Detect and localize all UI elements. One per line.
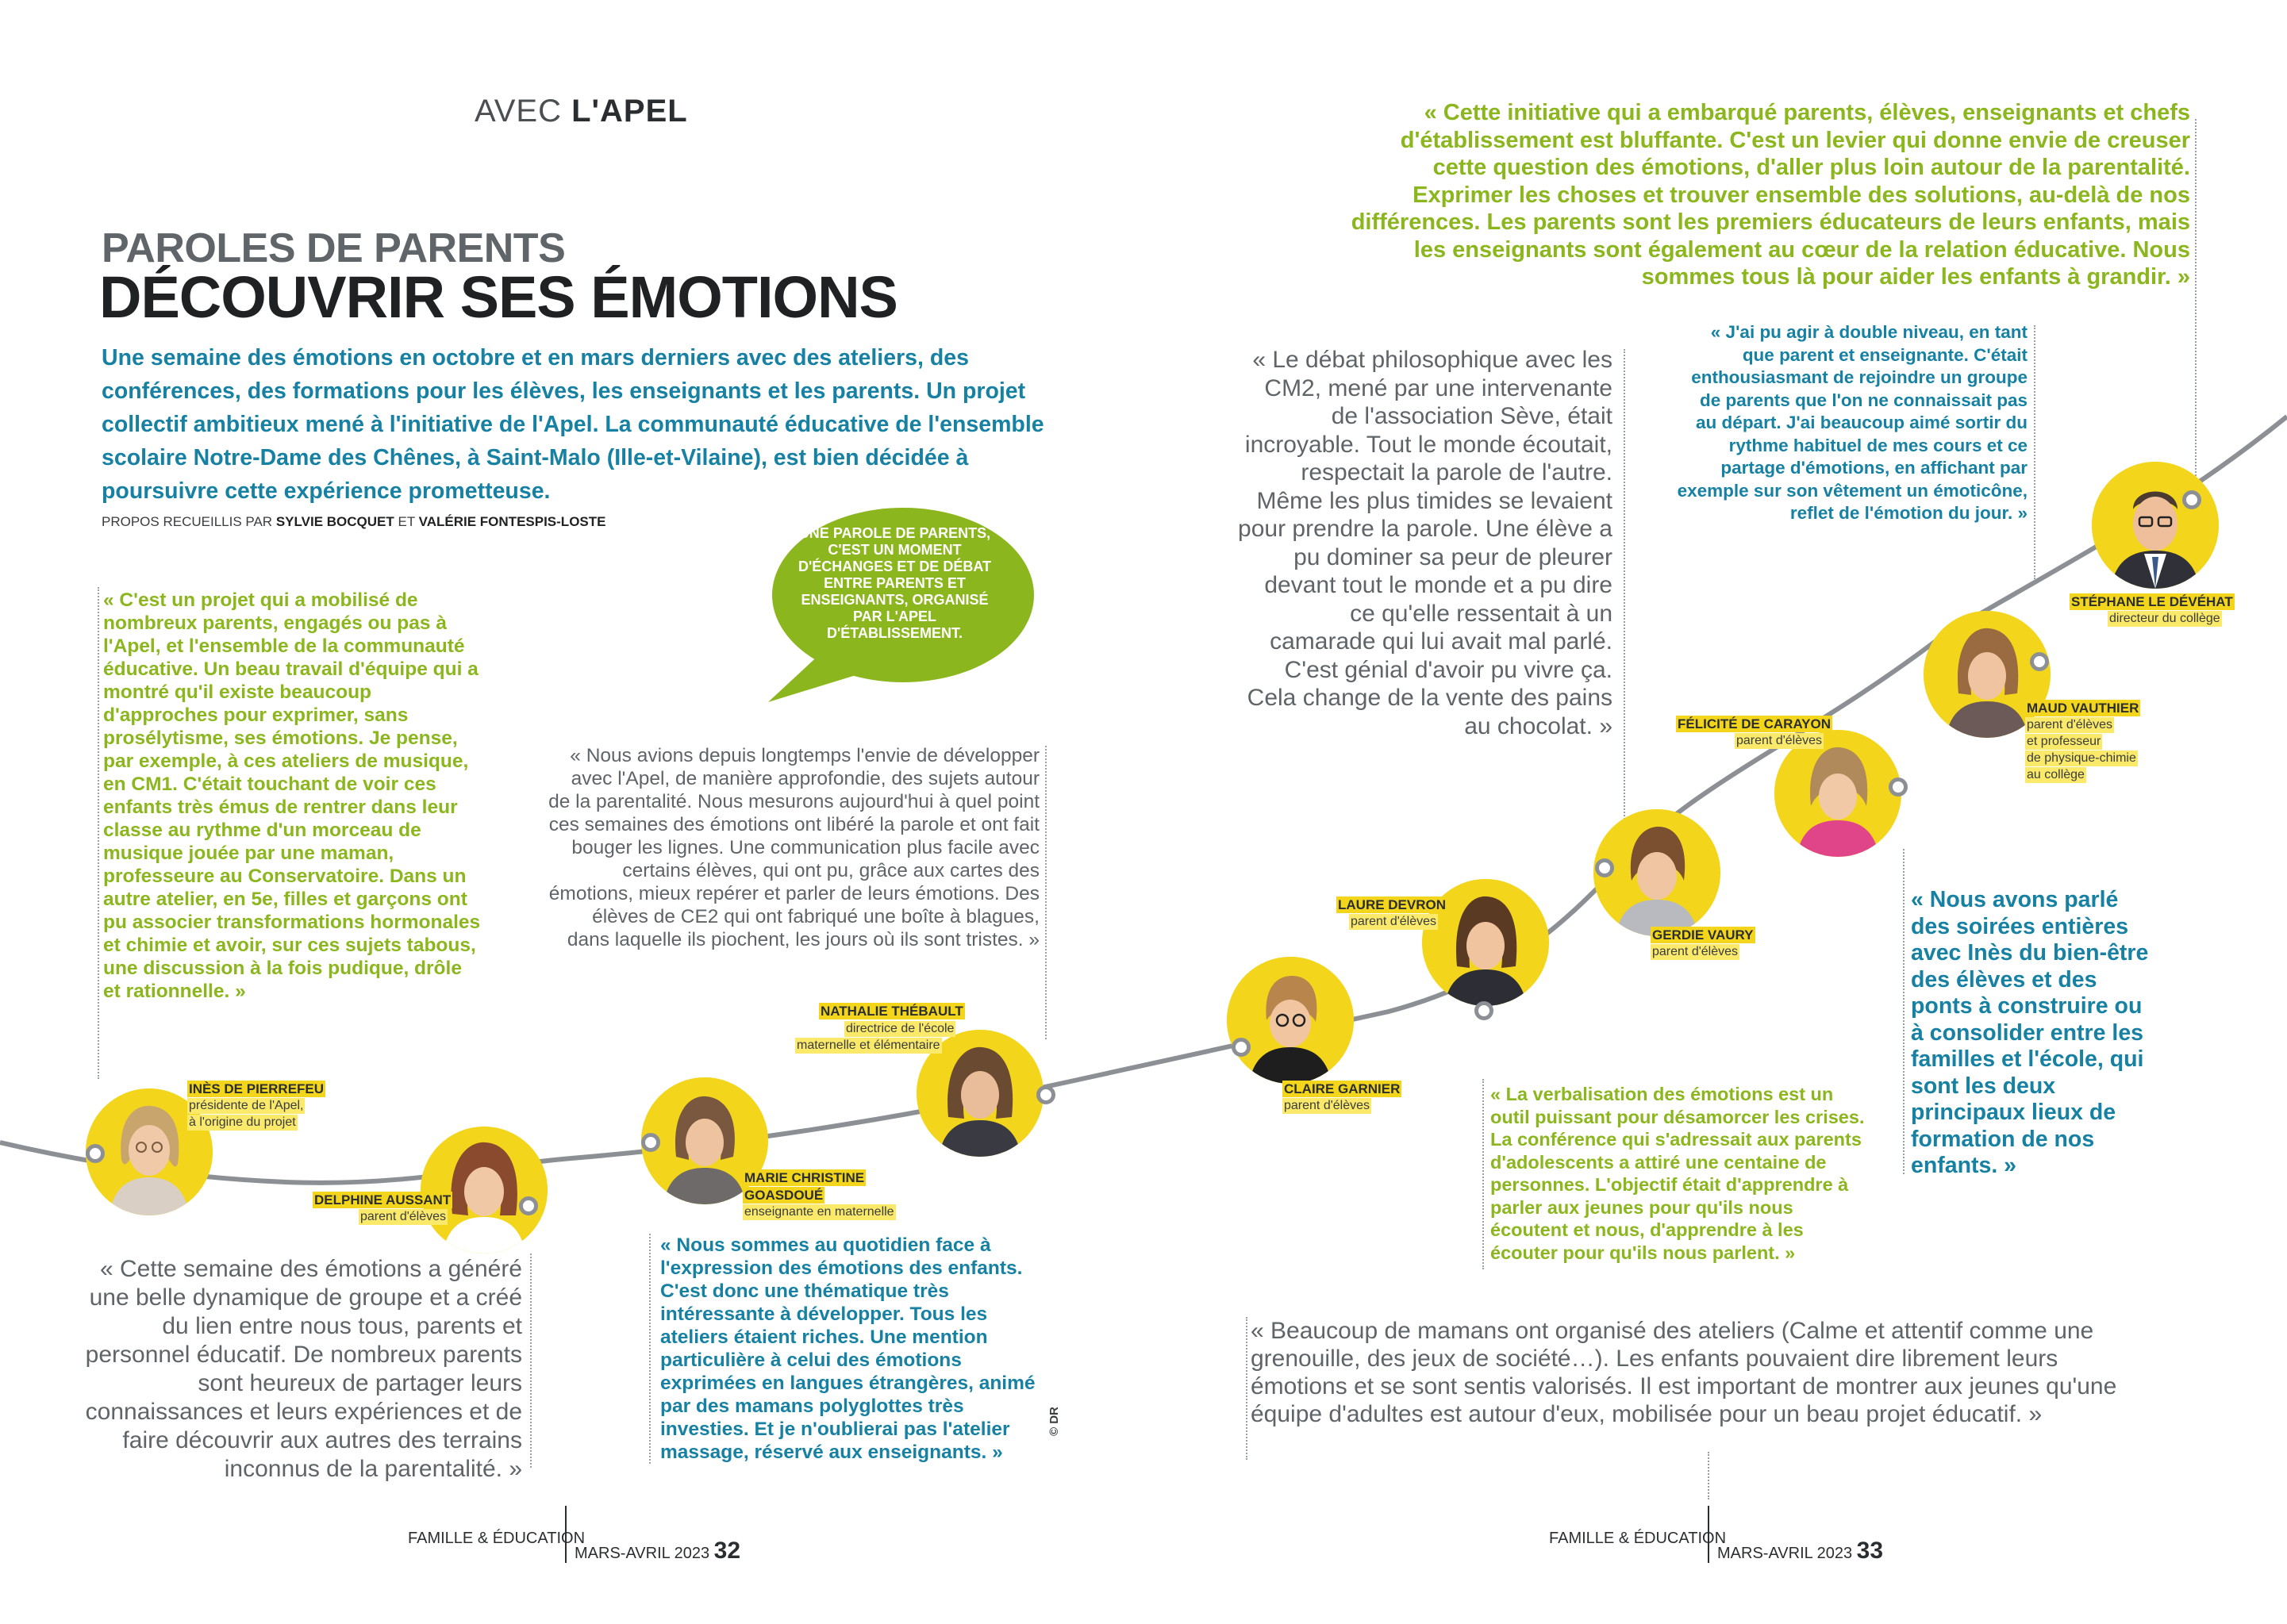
quote-delphine: « Cette semaine des émotions a généré une belle dynamique de groupe et a créé du lien entre nous tous, parents et personnel éducatif. De nombreux parents sont heureux de partager leurs connaissances et leurs expériences et de faire découvrir aux autres des terrains inconnus de la parentalité. » <box>85 1256 522 1482</box>
portrait-stephane <box>2092 462 2219 589</box>
lead-paragraph: Une semaine des émotions en octobre et en mars derniers avec des ateliers, des conférences, des formations pour les élèves, les enseignants et les parents. Un projet collectif ambitieux mené à l'initiative de l'Apel. La communauté éducative de l'ensemble scolaire Notre-Dame des Chênes, à Saint-Malo (Ille-et-Vilaine), est bien décidée à poursuivre cette expérience prometteuse. <box>102 345 1044 504</box>
name-gerdie: GERDIE VAURY <box>1652 927 1754 943</box>
quote-divider <box>2034 325 2035 579</box>
section-label: AVEC L'APEL <box>475 94 688 129</box>
role-maud: au collège <box>2027 768 2085 781</box>
name-marie: MARIE CHRISTINE <box>744 1170 865 1185</box>
bubble-text: UNE PAROLE DE PARENTS, C'EST UN MOMENT D'ÉCHANGES ET DE DÉBAT ENTRE PARENTS ET ENSEIGNANTS, ORGANISÉ PAR L'APEL D'ÉTABLISSEMENT. <box>798 525 991 641</box>
page-number: 33 <box>1856 1538 1884 1564</box>
byline: PROPOS RECUEILLIS PAR SYLVIE BOCQUET ET VALÉRIE FONTESPIS-LOSTE <box>102 514 606 529</box>
timeline-dot <box>86 1144 105 1163</box>
timeline-dot <box>2182 490 2201 509</box>
quote-divider <box>1045 746 1047 1039</box>
quote-divider <box>1903 849 1905 1174</box>
page-number: 32 <box>713 1538 741 1564</box>
timeline-dot <box>1595 858 1614 877</box>
quote-claire: « Beaucoup de mamans ont organisé des ateliers (Calme et attentif comme une grenouille, des jeux de société…). Les enfants pouvaient dire librement leurs émotions et se sont sentis valorisés. Il est important de montrer aux jeunes qu'une équipe d'adultes est autour d'eux, mobilisée pour un beau projet éducatif. » <box>1251 1318 2117 1427</box>
quote-laure: « Le débat philosophique avec les CM2, mené par une intervenante de l'association Sève, était incroyable. Tout le monde écoutait, respectait la parole de l'autre. Même les plus timides se levaient pour prendre la parole. Une élève a pu dominer sa peur de pleurer devant tout le monde et a pu dire ce qu'elle ressentait à un camarade qui lui avait mal parlé. C'est génial d'avoir pu vivre ça. Cela change de la vente des pains au chocolat. » <box>1238 347 1612 739</box>
timeline-dot <box>641 1133 660 1152</box>
role-nathalie: directrice de l'école <box>846 1022 955 1035</box>
timeline-dot <box>1036 1085 1055 1104</box>
role-claire: parent d'élèves <box>1284 1099 1370 1112</box>
quote-divider <box>1482 1079 1484 1269</box>
role-nathalie: maternelle et élémentaire <box>797 1039 940 1052</box>
timeline-dot <box>1889 777 1908 797</box>
portrait-claire <box>1227 957 1354 1084</box>
name-ines: INÈS DE PIERREFEU <box>189 1081 325 1096</box>
name-delphine: DELPHINE AUSSANT <box>314 1192 452 1207</box>
footer-divider <box>1708 1506 1709 1563</box>
footer-issue: MARS-AVRIL 2023 32 <box>575 1538 741 1564</box>
role-ines: à l'origine du projet <box>189 1115 296 1129</box>
quote-maud: « J'ai pu agir à double niveau, en tant que parent et enseignante. C'était enthousiasmant de rejoindre un groupe de parents que l'on ne connaissait pas au départ. J'ai beaucoup aimé sortir du rythme habituel de mes cours et ce partage d'émotions, en affichant par exemple sur son vêtement un émoticône, reflet de l'émotion du jour. » <box>1677 322 2028 523</box>
timeline-dot <box>2030 652 2049 671</box>
footer-issue: MARS-AVRIL 2023 33 <box>1717 1538 1884 1564</box>
role-marie: enseignante en maternelle <box>744 1205 894 1219</box>
quote-nathalie: « Nous avions depuis longtemps l'envie de développer avec l'Apel, de manière approfondie, des sujets autour de la parentalité. Nous mesurons aujourd'hui à quel point ces semaines des émotions ont libéré la parole et ont fait bouger les lignes. Une communication plus facile avec certains élèves, qui ont pu, grâce aux cartes des émotions, mieux repérer et parler de leurs émotions. Des élèves de CE2 qui ont fabriqué une boîte à blagues, dans laquelle ils piochent, les jours où ils sont tristes. » <box>548 745 1040 950</box>
photo-credit: © DR <box>1047 1407 1061 1436</box>
quote-divider <box>1708 1452 1709 1499</box>
kicker: PAROLES DE PARENTS <box>102 225 566 271</box>
timeline-dot <box>519 1196 538 1215</box>
footer-magazine: FAMILLE & ÉDUCATION <box>408 1530 586 1547</box>
footer-magazine: FAMILLE & ÉDUCATION <box>1549 1530 1727 1547</box>
portrait-felicite <box>1774 730 1901 857</box>
footer-divider <box>565 1506 567 1563</box>
quote-stephane: « Cette initiative qui a embarqué parents, élèves, enseignants et chefs d'établissement est bluffante. C'est un levier qui donne envie de creuser cette question des émotions, d'aller plus loin autour de la parentalité. Exprimer les choses et trouver ensemble des solutions, au-delà de nos différences. Les parents sont les premiers éducateurs de leurs enfants, mais les enseignants sont également au cœur de la relation éducative. Nous sommes tous là pour aider les enfants à grandir. » <box>1351 100 2190 290</box>
name-claire: CLAIRE GARNIER <box>1284 1081 1401 1096</box>
quote-gerdie: « La verbalisation des émotions est un outil puissant pour désamorcer les crises. La conférence qui s'adressait aux parents d'adolescents a attiré une centaine de personnes. L'objectif était d'apprendre à parler aux jeunes pour qu'ils nous écoutent et nous, d'apprendre à les écouter pour qu'ils nous parlent. » <box>1490 1084 1865 1263</box>
quote-divider <box>1246 1317 1247 1460</box>
quote-felicite: « Nous avons parlé des soirées entières avec Inès du bien-être des élèves et des ponts à construire ou à consolider entre les familles et l'école, qui sont les deux principaux lieux de formation de nos enfants. » <box>1911 887 2149 1178</box>
timeline-dot <box>1232 1038 1251 1057</box>
name-laure: LAURE DEVRON <box>1338 897 1447 912</box>
quote-ines: « C'est un projet qui a mobilisé de nombreux parents, engagés ou pas à l'Apel, et l'ensemble de la communauté éducative. Un beau travail d'équipe qui a montré qu'il existe beaucoup d'approches pour exprimer, sans prosélytisme, ses émotions. Je pense, par exemple, à ces ateliers de musique, en CM1. C'était touchant de voir ces enfants très émus de rentrer dans leur classe au rythme d'un morceau de musique jouée par une maman, professeure au Conservatoire. Dans un autre atelier, en 5e, filles et garçons ont pu associer transformations hormonales et chimie et avoir, sur ces sujets tabous, une discussion à la fois pudique, drôle et rationnelle. » <box>103 589 481 1002</box>
name-marie: GOASDOUÉ <box>744 1188 824 1203</box>
role-delphine: parent d'élèves <box>360 1210 447 1223</box>
role-stephane: directeur du collège <box>2109 612 2220 625</box>
quote-divider <box>530 1254 532 1468</box>
role-laure: parent d'élèves <box>1351 915 1437 928</box>
role-gerdie: parent d'élèves <box>1652 945 1739 958</box>
name-felicite: FÉLICITÉ DE CARAYON <box>1678 716 1832 731</box>
page-title: DÉCOUVRIR SES ÉMOTIONS <box>99 264 898 330</box>
role-maud: et professeur <box>2027 735 2101 748</box>
timeline-dot <box>1474 1001 1493 1020</box>
role-felicite: parent d'élèves <box>1736 734 1823 747</box>
role-maud: de physique-chimie <box>2027 751 2136 765</box>
quote-divider <box>98 587 99 1079</box>
portrait-delphine <box>421 1127 548 1254</box>
name-maud: MAUD VAUTHIER <box>2027 701 2139 716</box>
role-ines: présidente de l'Apel, <box>189 1099 304 1112</box>
role-maud: parent d'élèves <box>2027 718 2113 731</box>
quote-divider <box>649 1234 651 1464</box>
name-stephane: STÉPHANE LE DÉVÉHAT <box>2071 594 2233 609</box>
name-nathalie: NATHALIE THÉBAULT <box>821 1004 963 1019</box>
quote-marie: « Nous sommes au quotidien face à l'expression des émotions des enfants. C'est donc une thématique très intéressante à développer. Tous les ateliers étaient riches. Une mention particulière à celui des émotions exprimées en langues étrangères, animé par des mamans polyglottes très investies. Et je n'oublierai pas l'atelier massage, réservé aux enseignants. » <box>660 1234 1036 1463</box>
